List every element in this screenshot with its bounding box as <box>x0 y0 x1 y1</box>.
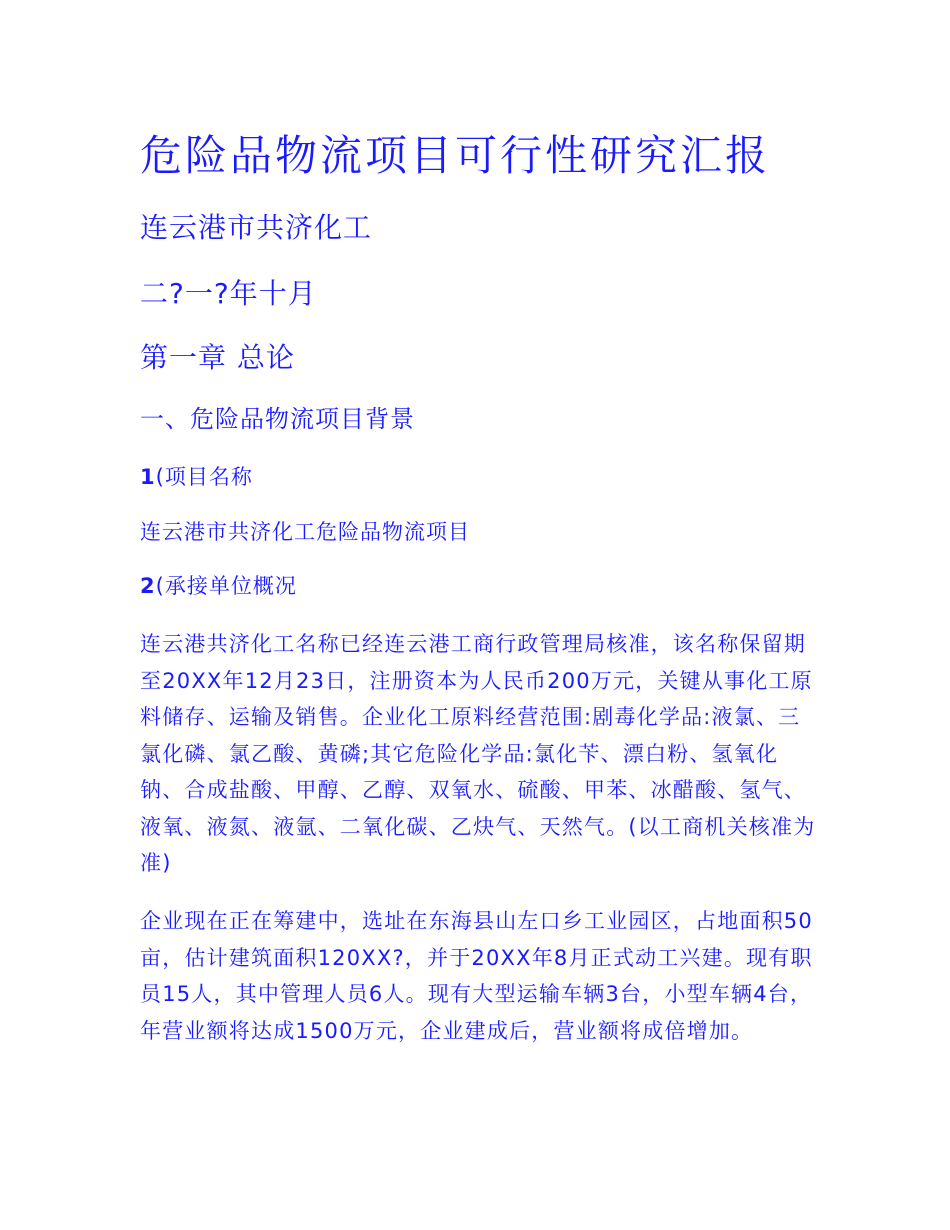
item-number-2: 2 <box>140 574 156 598</box>
paragraph-company-status: 企业现在正在筹建中，选址在东海县山左口乡工业园区，占地面积50亩，估计建筑面积120XX?，并于20XX年8月正式动工兴建。现有职员15人，其中管理人员6人。现有大型运输车辆3台，小型车辆4台，年营业额将达成1500万元，企业建成后，营业额将成倍增加。 <box>140 909 813 1043</box>
project-name-text: 连云港市共济化工危险品物流项目 <box>140 520 470 544</box>
document-date: 二?一?年十月 <box>140 277 317 310</box>
document-title: 危险品物流项目可行性研究汇报 <box>140 131 771 180</box>
item-heading-2 <box>140 571 297 601</box>
item-heading-1 <box>140 462 253 492</box>
paragraph-company-overview: 连云港共济化工名称已经连云港工商行政管理局核准，该名称保留期至20XX年12月23日，注册资本为人民币200万元，关键从事化工原料储存、运输及销售。企业化工原料经营范围:剧毒化学品:液氯、三氯化磷、氯乙酸、黄磷;其它危险化学品:氯化苄、漂白粉、氢氧化钠、合成盐酸、甲醇、乙醇、双氧水、硫酸、甲苯、冰醋酸、氢气、液氧、液氮、液氩、二氧化碳、乙炔气、天然气。(以工商机关核准为准) <box>140 632 816 875</box>
company-name: 连云港市共济化工 <box>140 211 373 244</box>
item-number-1: 1 <box>140 465 156 489</box>
section-heading: 一、危险品物流项目背景 <box>140 405 415 433</box>
item-label-1: (项目名称 <box>155 465 253 489</box>
item-label-2: (承接单位概况 <box>155 574 297 598</box>
chapter-heading: 第一章 总论 <box>140 341 295 374</box>
